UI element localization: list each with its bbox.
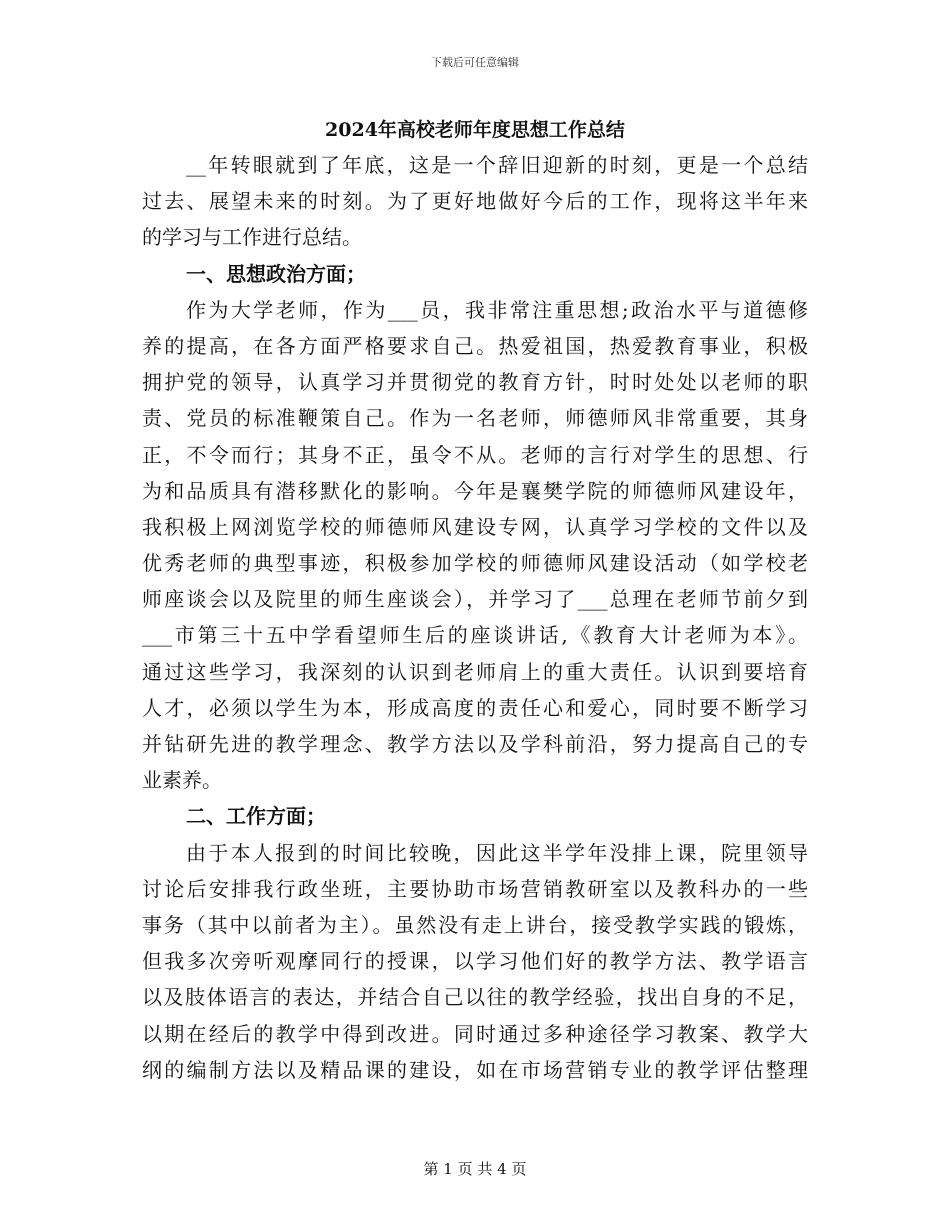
document-body bbox=[142, 147, 808, 1088]
paragraph-line: 我积极上网浏览学校的师德师风建设专网，认真学习学校的文件以及 bbox=[142, 514, 808, 539]
paragraph-line: 事务（其中以前者为主）。虽然没有走上讲台，接受教学实践的锻炼， bbox=[142, 912, 808, 937]
paragraph-line: 由于本人报到的时间比较晚，因此这半学年没排上课，院里领导 bbox=[186, 840, 808, 865]
section-heading-work: 二、工作方面； bbox=[186, 804, 326, 829]
paragraph-line: 讨论后安排我行政坐班，主要协助市场营销教研室以及教科办的一些 bbox=[142, 876, 808, 901]
paragraph-line: 人才，必须以学生为本，形成高度的责任心和爱心，同时要不断学习 bbox=[142, 695, 808, 720]
paragraph-line: 责、党员的标准鞭策自己。作为一名老师，师德师风非常重要，其身 bbox=[142, 406, 808, 431]
paragraph-line: 作为大学老师，作为___员，我非常注重思想;政治水平与道德修 bbox=[186, 297, 808, 322]
paragraph-line: 拥护党的领导，认真学习并贯彻党的教育方针，时时处处以老师的职 bbox=[142, 370, 808, 395]
paragraph-line: ___市第三十五中学看望师生后的座谈讲话,《教育大计老师为本》。 bbox=[142, 623, 808, 648]
paragraph-line: 的学习与工作进行总结。 bbox=[142, 225, 362, 250]
paragraph-line: 为和品质具有潜移默化的影响。今年是襄樊学院的师德师风建设年， bbox=[142, 478, 808, 503]
paragraph-line: 业素养。 bbox=[142, 768, 222, 793]
paragraph-line: 过去、展望未来的时刻。为了更好地做好今后的工作，现将这半年来 bbox=[142, 189, 808, 214]
paragraph-line: 并钻研先进的教学理念、教学方法以及学科前沿，努力提高自己的专 bbox=[142, 732, 808, 756]
paragraph-line: 养的提高，在各方面严格要求自己。热爱祖国，热爱教育事业，积极 bbox=[142, 333, 808, 358]
paragraph-line: 通过这些学习，我深刻的认识到老师肩上的重大责任。认识到要培育 bbox=[142, 659, 808, 684]
page-header-note: 下载后可任意编辑 bbox=[431, 56, 519, 69]
paragraph-line: __年转眼就到了年底，这是一个辞旧迎新的时刻，更是一个总结 bbox=[186, 153, 808, 177]
page-number-footer: 第 1 页 共 4 页 bbox=[423, 1160, 527, 1178]
section-heading-politics: 一、思想政治方面； bbox=[186, 261, 366, 286]
paragraph-line: 以期在经后的教学中得到改进。同时通过多种途径学习教案、教学大 bbox=[142, 1021, 808, 1046]
paragraph-line: 但我多次旁听观摩同行的授课，以学习他们好的教学方法、教学语言 bbox=[142, 949, 808, 974]
paragraph-line: 师座谈会以及院里的师生座谈会），并学习了___总理在老师节前夕到 bbox=[142, 587, 808, 612]
paragraph-line: 纲的编制方法以及精品课的建设，如在市场营销专业的教学评估整理 bbox=[142, 1057, 808, 1082]
paragraph-line: 优秀老师的典型事迹，积极参加学校的师德师风建设活动（如学校老 bbox=[142, 551, 808, 576]
paragraph-line: 正，不令而行；其身不正，虽令不从。老师的言行对学生的思想、行 bbox=[142, 442, 808, 467]
paragraph-line: 以及肢体语言的表达，并结合自己以往的教学经验，找出自身的不足， bbox=[142, 985, 808, 1010]
document-title: 2024年高校老师年度思想工作总结 bbox=[325, 119, 625, 141]
